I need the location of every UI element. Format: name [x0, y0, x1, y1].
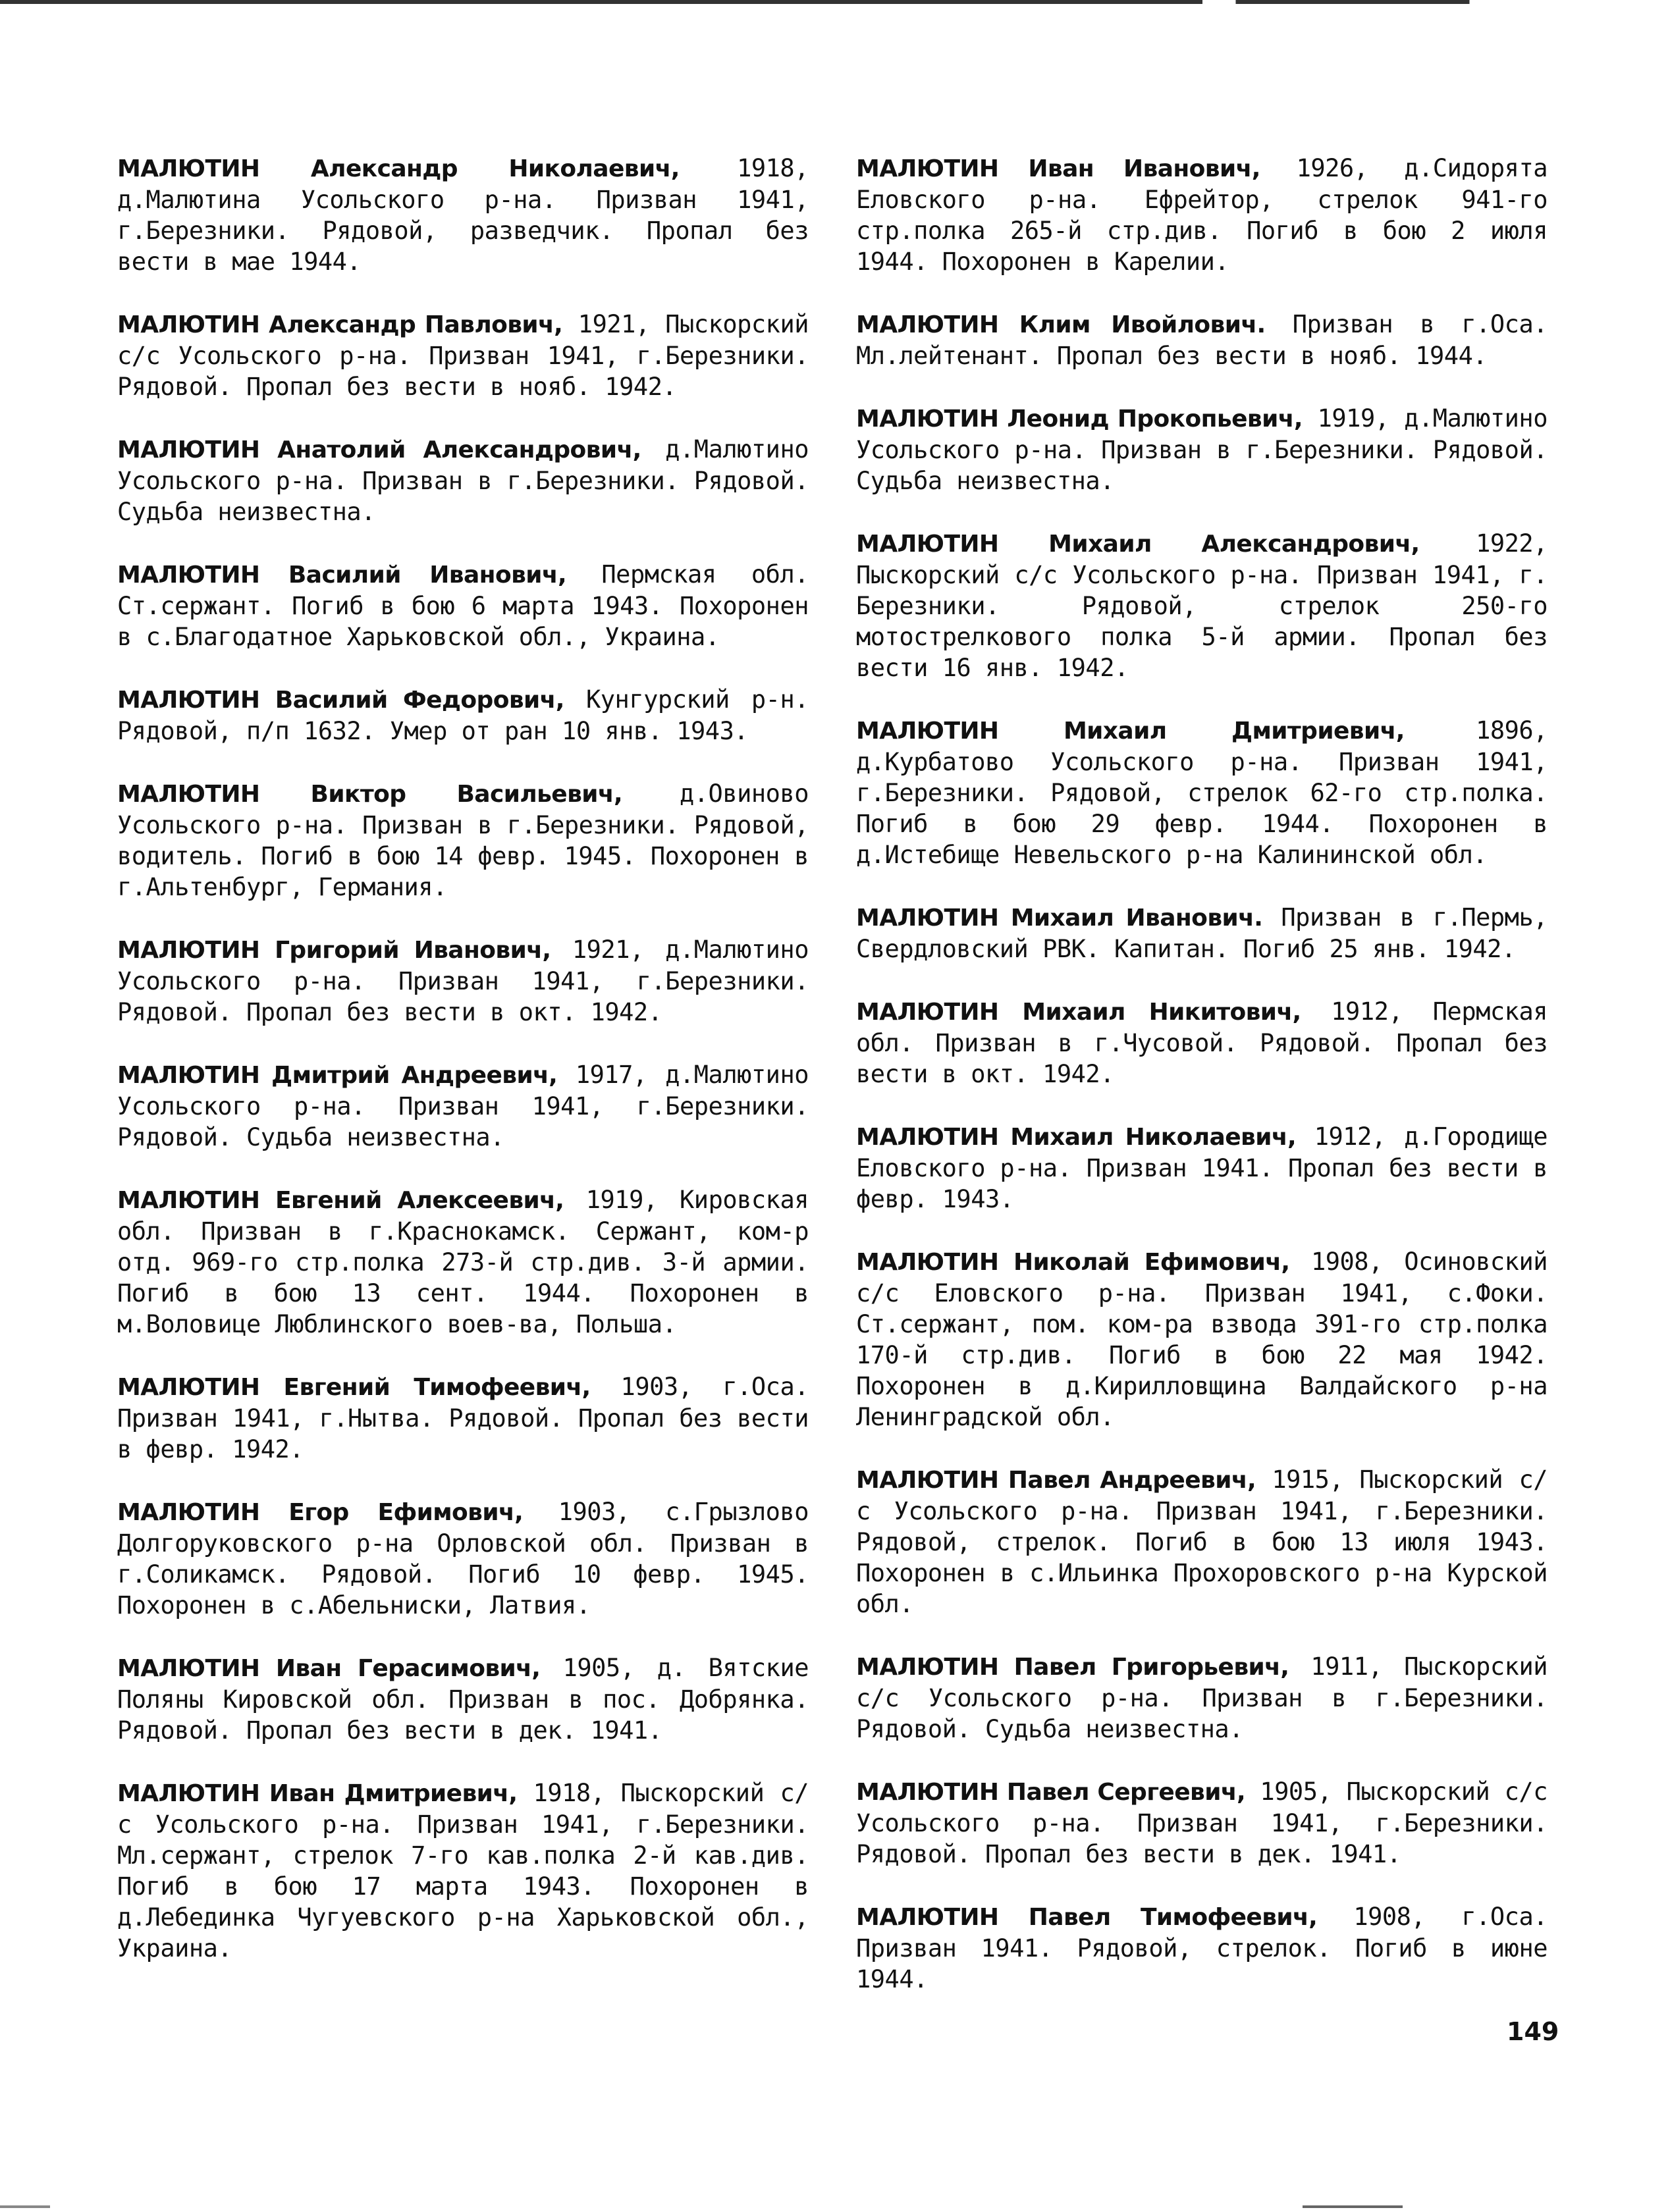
- bottom-scan-marks: [0, 2205, 1670, 2208]
- entry-name: МАЛЮТИН Василий Федорович,: [117, 687, 564, 714]
- entry-text: 1919, Кировская обл. Призван в г.Краснокамск. Сержант, ком-р отд. 969-го стр.полка 273-й стр.див. 3-й армии. Погиб в бою 13 сент. 1944. Похоронен в м.Воловице Люблинского воев-ва, Польша.: [117, 1186, 809, 1338]
- entry: [856, 1901, 1548, 1995]
- entry-text: 1905, д. Вятские Поляны Кировской обл. Призван в пос. Добрянка. Рядовой. Пропал без вести в дек. 1941.: [117, 1654, 809, 1745]
- entry-text: 1926, д.Сидорята Еловского р-на. Ефрейтор, стрелок 941-го стр.полка 265-й стр.див. Погиб в бою 2 июля 1944. Похоронен в Карелии.: [856, 154, 1548, 276]
- entry: [117, 559, 809, 652]
- entry-text: д.Овиново Усольского р-на. Призван в г.Березники. Рядовой, водитель. Погиб в бою 14 февр. 1945. Похоронен в г.Альтенбург, Германия.: [117, 779, 809, 901]
- entry-name: МАЛЮТИН Иван Иванович,: [856, 155, 1260, 182]
- entry-text: 1921, д.Малютино Усольского р-на. Призван 1941, г.Березники. Рядовой. Пропал без вести в окт. 1942.: [117, 935, 809, 1026]
- entry-text: 1915, Пыскорский с/с Усольского р-на. Призван 1941, г.Березники. Рядовой, стрелок. Погиб в бою 13 июля 1943. Похоронен в с.Ильинка Прохоровского р-на Курской обл.: [856, 1465, 1548, 1618]
- entry-name: МАЛЮТИН Александр Николаевич,: [117, 155, 680, 182]
- entry: [117, 1059, 809, 1153]
- entry: [856, 1246, 1548, 1433]
- entry: [856, 153, 1548, 277]
- entry-text: Призван в г.Оса. Мл.лейтенант. Пропал без вести в нояб. 1944.: [856, 310, 1548, 370]
- entry-name: МАЛЮТИН Евгений Алексеевич,: [117, 1187, 564, 1214]
- entry-name: МАЛЮТИН Павел Тимофеевич,: [856, 1904, 1318, 1931]
- entry-text: 1917, д.Малютино Усольского р-на. Призван 1941, г.Березники. Рядовой. Судьба неизвестна.: [117, 1061, 809, 1151]
- entry-text: 1908, г.Оса. Призван 1941. Рядовой, стрелок. Погиб в июне 1944.: [856, 1903, 1548, 1993]
- entry-text: 1921, Пыскорский с/с Усольского р-на. Призван 1941, г.Березники. Рядовой. Пропал без вести в нояб. 1942.: [117, 310, 809, 401]
- entry-name: МАЛЮТИН Александр Павлович,: [117, 311, 563, 338]
- entry: [117, 1778, 809, 1964]
- entry: [856, 403, 1548, 496]
- entry-text: 1919, д.Малютино Усольского р-на. Призван в г.Березники. Рядовой. Судьба неизвестна.: [856, 404, 1548, 495]
- entry: [117, 934, 809, 1028]
- entry-name: МАЛЮТИН Павел Сергеевич,: [856, 1779, 1246, 1806]
- entry: [117, 1652, 809, 1746]
- entry-text: Пермская обл. Ст.сержант. Погиб в бою 6 марта 1943. Похоронен в с.Благодатное Харьковской обл., Украина.: [117, 560, 809, 651]
- entry-text: 1905, Пыскорский с/с Усольского р-на. Призван 1941, г.Березники. Рядовой. Пропал без вести в дек. 1941.: [856, 1778, 1548, 1868]
- entry-name: МАЛЮТИН Павел Андреевич,: [856, 1467, 1256, 1494]
- entry-text: 1908, Осиновский с/с Еловского р-на. Призван 1941, с.Фоки. Ст.сержант, пом. ком-ра взвода 391-го стр.полка 170-й стр.див. Погиб в бою 22 мая 1942. Похоронен в д.Кирилловщина Валдайского р-на Ленинградской обл.: [856, 1248, 1548, 1431]
- entry-name: МАЛЮТИН Михаил Николаевич,: [856, 1124, 1297, 1151]
- right-column: [856, 153, 1548, 2026]
- entry-text: Призван в г.Пермь, Свердловский РВК. Капитан. Погиб 25 янв. 1942.: [856, 903, 1548, 963]
- entry-name: МАЛЮТИН Иван Дмитриевич,: [117, 1780, 518, 1807]
- entry: [856, 1651, 1548, 1745]
- entry-text: 1922, Пыскорский с/с Усольского р-на. Призван 1941, г. Березники. Рядовой, стрелок 250-го мотострелкового полка 5-й армии. Пропал без вести 16 янв. 1942.: [856, 529, 1548, 682]
- entry-name: МАЛЮТИН Леонид Прокопьевич,: [856, 406, 1303, 433]
- entry-name: МАЛЮТИН Егор Ефимович,: [117, 1499, 524, 1526]
- entry: [117, 434, 809, 527]
- entry: [856, 1464, 1548, 1620]
- entry: [117, 1184, 809, 1340]
- entry-name: МАЛЮТИН Николай Ефимович,: [856, 1249, 1290, 1276]
- entry-name: МАЛЮТИН Василий Иванович,: [117, 562, 567, 589]
- entry: [117, 778, 809, 903]
- page-number: 149: [1507, 2017, 1559, 2046]
- entry-name: МАЛЮТИН Анатолий Александрович,: [117, 436, 641, 463]
- entry: [117, 1496, 809, 1621]
- entry-name: МАЛЮТИН Евгений Тимофеевич,: [117, 1374, 591, 1401]
- entry-name: МАЛЮТИН Иван Герасимович,: [117, 1655, 541, 1682]
- entry-name: МАЛЮТИН Виктор Васильевич,: [117, 781, 623, 808]
- entry-text: 1912, д.Городище Еловского р-на. Призван 1941. Пропал без вести в февр. 1943.: [856, 1122, 1548, 1213]
- entry-text: 1918, д.Малютина Усольского р-на. Призван 1941, г.Березники. Рядовой, разведчик. Пропал без вести в мае 1944.: [117, 154, 809, 276]
- entry-text: 1918, Пыскорский с/с Усольского р-на. Призван 1941, г.Березники. Мл.сержант, стрелок 7-го кав.полка 2-й кав.див. Погиб в бою 17 марта 1943. Похоронен в д.Лебединка Чугуевского р-на Харьковской обл., Украина.: [117, 1779, 809, 1962]
- entry: [117, 1371, 809, 1465]
- entry-name: МАЛЮТИН Михаил Иванович.: [856, 905, 1263, 932]
- entry-text: 1903, с.Грызлово Долгоруковского р-на Орловской обл. Призван в г.Соликамск. Рядовой. Погиб 10 февр. 1945. Похоронен в с.Абельниски, Латвия.: [117, 1498, 809, 1620]
- top-border-line: [0, 0, 1670, 4]
- entry: [856, 902, 1548, 964]
- entry-text: д.Малютино Усольского р-на. Призван в г.Березники. Рядовой. Судьба неизвестна.: [117, 435, 809, 526]
- entry: [856, 715, 1548, 870]
- entry: [117, 684, 809, 747]
- entry: [117, 153, 809, 277]
- entry-name: МАЛЮТИН Михаил Александрович,: [856, 531, 1420, 558]
- entry-name: МАЛЮТИН Михаил Никитович,: [856, 999, 1301, 1026]
- entry-name: МАЛЮТИН Михаил Дмитриевич,: [856, 718, 1405, 745]
- entry: [856, 309, 1548, 371]
- entry: [117, 309, 809, 402]
- entry: [856, 996, 1548, 1090]
- entry-text: 1896, д.Курбатово Усольского р-на. Призван 1941, г.Березники. Рядовой, стрелок 62-го стр.полка. Погиб в бою 29 февр. 1944. Похоронен в д.Истебище Невельского р-на Калининской обл.: [856, 716, 1548, 869]
- entry: [856, 528, 1548, 683]
- entry-text: Кунгурский р-н. Рядовой, п/п 1632. Умер от ран 10 янв. 1943.: [117, 685, 809, 745]
- entry-name: МАЛЮТИН Дмитрий Андреевич,: [117, 1062, 558, 1089]
- left-column: [117, 153, 809, 1995]
- entry-text: 1912, Пермская обл. Призван в г.Чусовой. Рядовой. Пропал без вести в окт. 1942.: [856, 997, 1548, 1088]
- entry: [856, 1121, 1548, 1215]
- entry-text: 1911, Пыскорский с/с Усольского р-на. Призван в г.Березники. Рядовой. Судьба неизвестна.: [856, 1652, 1548, 1743]
- entry-name: МАЛЮТИН Григорий Иванович,: [117, 937, 551, 964]
- entry: [856, 1776, 1548, 1870]
- entry-text: 1903, г.Оса. Призван 1941, г.Нытва. Рядовой. Пропал без вести в февр. 1942.: [117, 1373, 809, 1463]
- entry-name: МАЛЮТИН Павел Григорьевич,: [856, 1654, 1289, 1681]
- entry-name: МАЛЮТИН Клим Ивойлович.: [856, 311, 1266, 338]
